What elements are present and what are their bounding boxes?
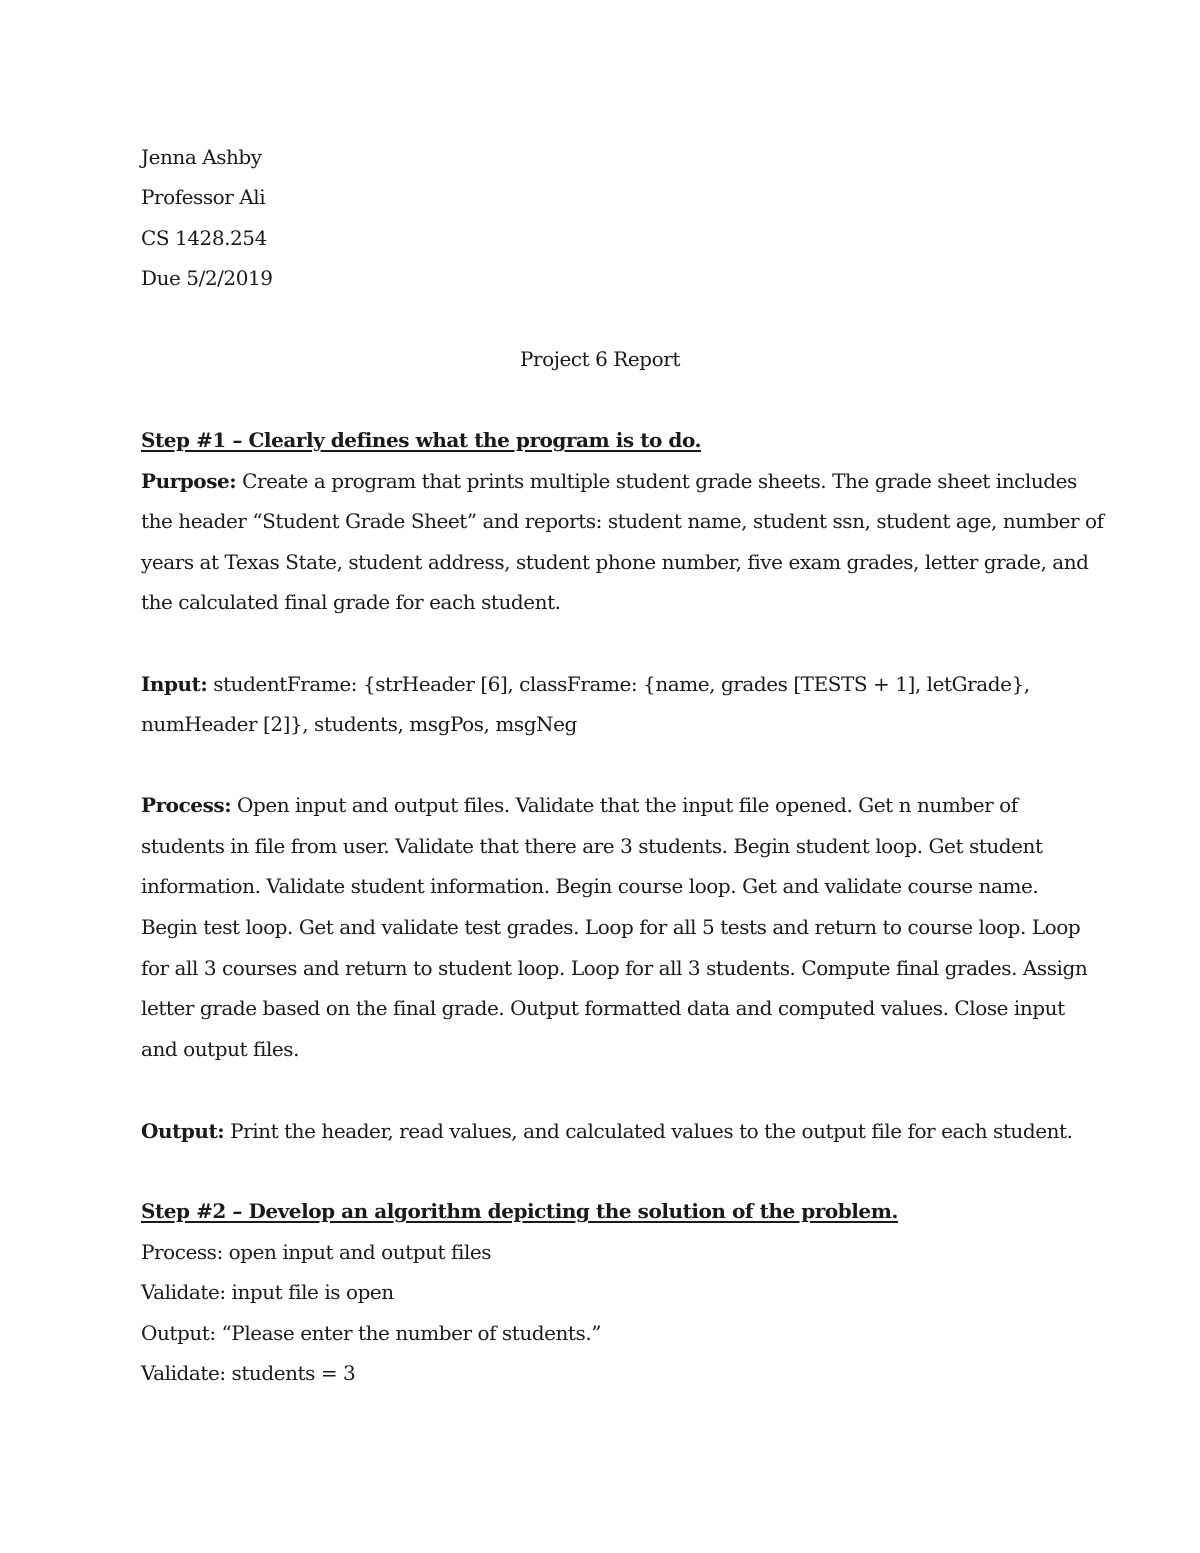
student-name: Jenna Ashby (141, 145, 262, 169)
process-line-4: Begin test loop. Get and validate test grades. Loop for all 5 tests and return to course loop. Loop (141, 915, 1081, 939)
process-line-2: students in file from user. Validate that there are 3 students. Begin student loop. Get student (141, 834, 1043, 858)
algorithm-line-4: Validate: students = 3 (141, 1361, 356, 1385)
purpose-line-3: years at Texas State, student address, student phone number, five exam grades, letter grade, and (141, 550, 1089, 574)
purpose-line-1: Purpose: Create a program that prints multiple student grade sheets. The grade sheet includes (141, 469, 1077, 493)
step2-heading: Step #2 – Develop an algorithm depicting the solution of the problem. (141, 1199, 898, 1223)
process-line-5: for all 3 courses and return to student loop. Loop for all 3 students. Compute final grades. Assign (141, 956, 1088, 980)
report-title: Project 6 Report (520, 347, 680, 371)
step1-heading: Step #1 – Clearly defines what the program is to do. (141, 428, 702, 452)
process-label: Process: (141, 793, 232, 817)
output-line-1: Output: Print the header, read values, and calculated values to the output file for each student. (141, 1119, 1073, 1143)
algorithm-line-1: Process: open input and output files (141, 1240, 492, 1264)
input-line-2: numHeader [2]}, students, msgPos, msgNeg (141, 712, 577, 736)
purpose-line-4: the calculated final grade for each student. (141, 590, 561, 614)
professor-name: Professor Ali (141, 185, 266, 209)
process-line-6: letter grade based on the final grade. Output formatted data and computed values. Close input (141, 996, 1065, 1020)
process-line-1: Process: Open input and output files. Validate that the input file opened. Get n number of (141, 793, 1018, 817)
process-line-3: information. Validate student information. Begin course loop. Get and validate course name. (141, 874, 1039, 898)
algorithm-line-3: Output: “Please enter the number of students.” (141, 1321, 602, 1345)
output-label: Output: (141, 1119, 225, 1143)
process-line-7: and output files. (141, 1037, 300, 1061)
purpose-line-2: the header “Student Grade Sheet” and reports: student name, student ssn, student age, number of (141, 509, 1104, 533)
due-date: Due 5/2/2019 (141, 266, 273, 290)
input-label: Input: (141, 672, 208, 696)
algorithm-line-2: Validate: input file is open (141, 1280, 394, 1304)
course-number: CS 1428.254 (141, 226, 267, 250)
input-line-1: Input: studentFrame: {strHeader [6], classFrame: {name, grades [TESTS + 1], letGrade}, (141, 672, 1030, 696)
purpose-label: Purpose: (141, 469, 237, 493)
